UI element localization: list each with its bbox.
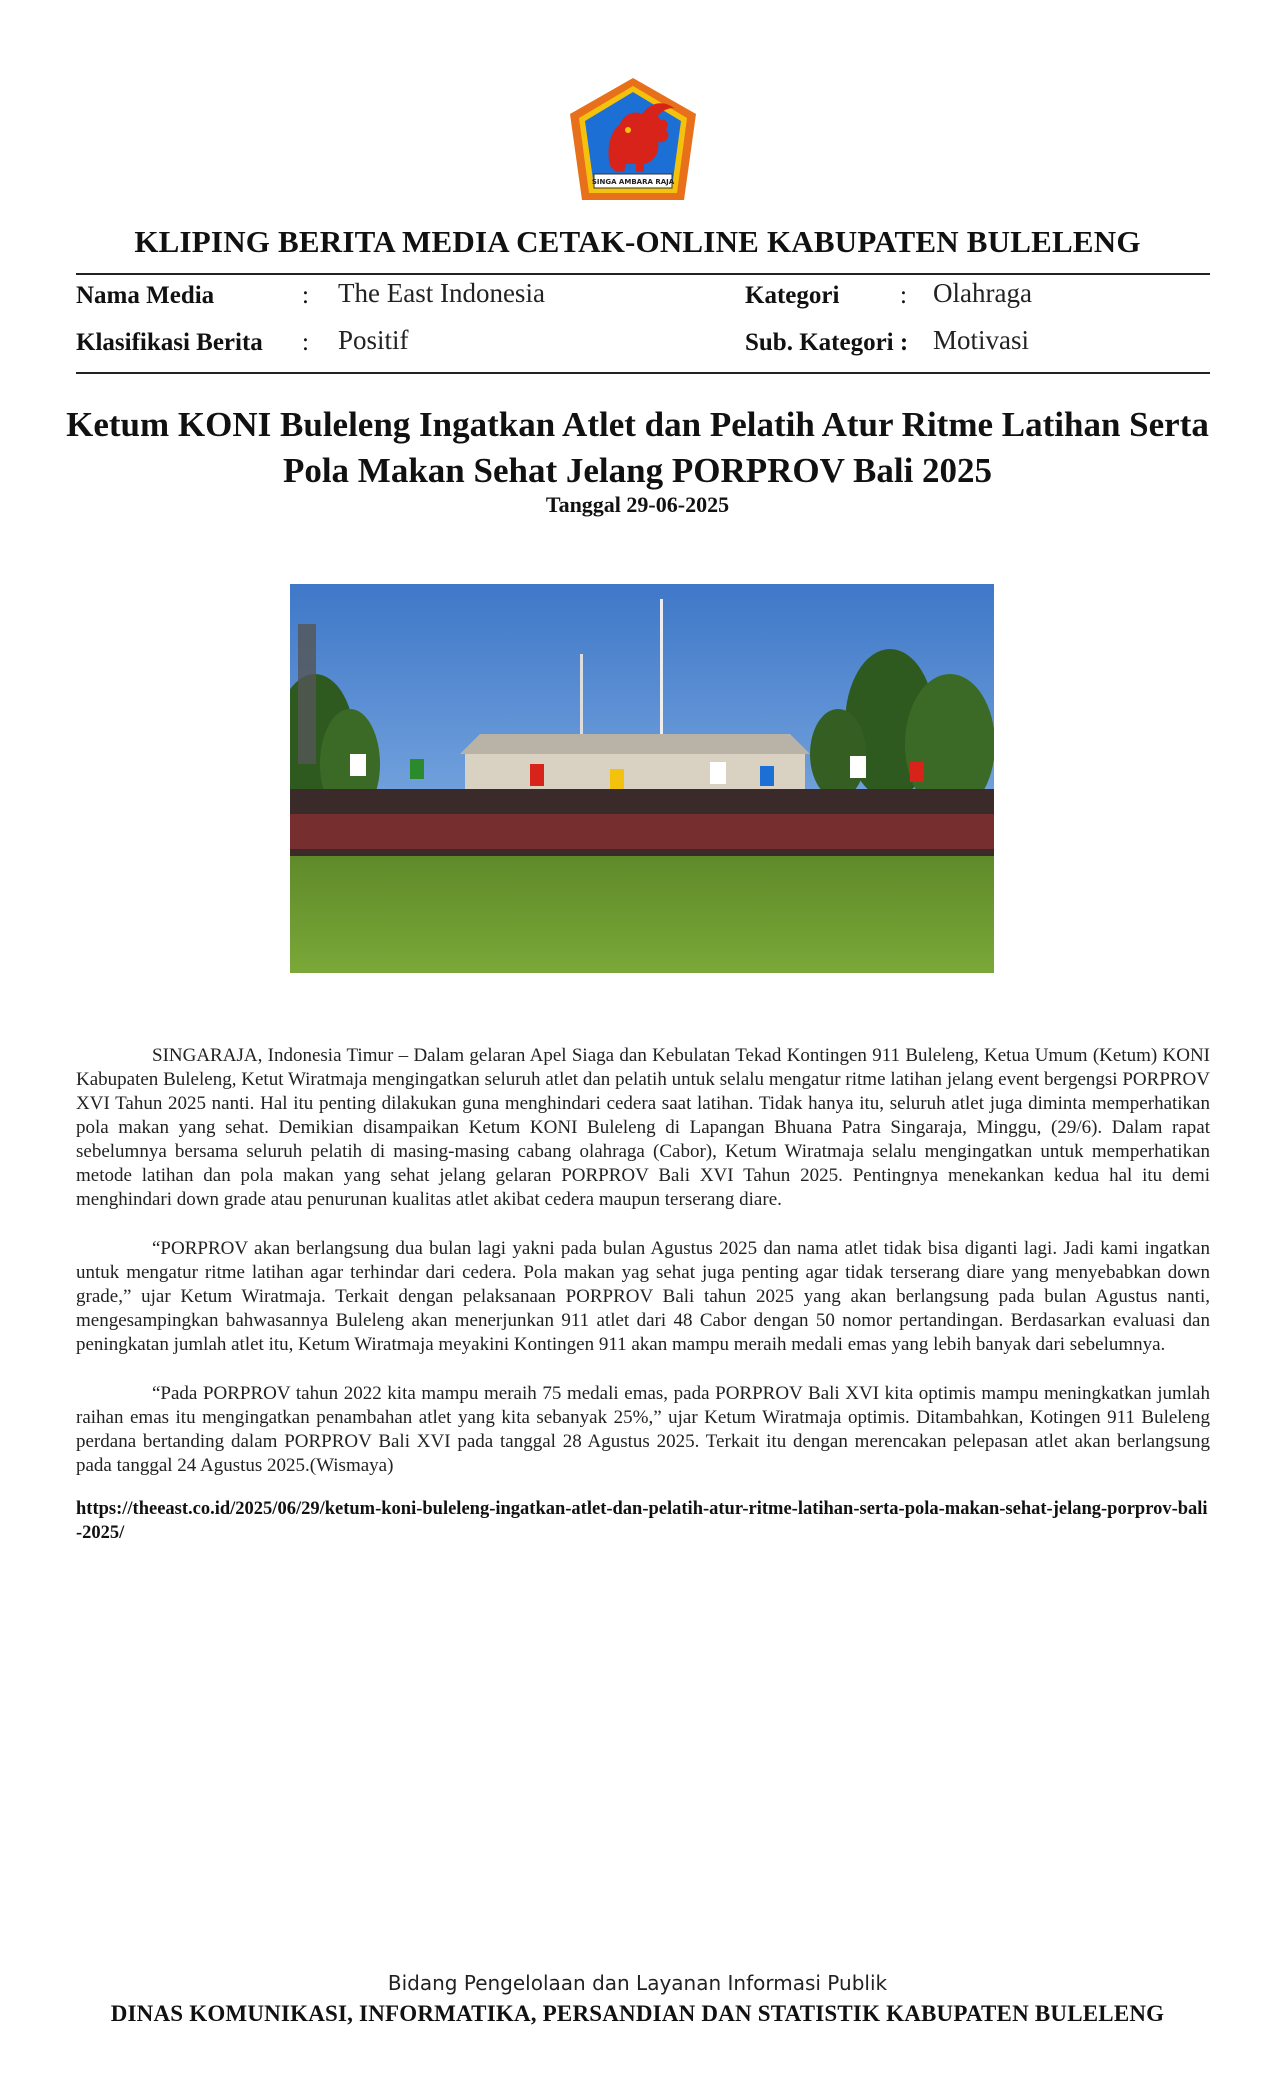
media-name-colon: : (302, 282, 309, 309)
media-name-value: The East Indonesia (338, 278, 545, 308)
header-divider-bottom (76, 372, 1210, 374)
category-label: Kategori (745, 282, 840, 309)
category-colon: : (900, 282, 907, 309)
article-title: Ketum KONI Buleleng Ingatkan Atlet dan Pelatih Atur Ritme Latihan Serta Pola Makan Sehat Jelang PORPROV Bali 2025 (66, 405, 1209, 490)
header-divider-top (76, 273, 1210, 275)
article-paragraph-2: “PORPROV akan berlangsung dua bulan lagi yakni pada bulan Agustus 2025 dan nama atlet tidak bisa diganti lagi. Jadi kami ingatkan untuk mengatur ritme latihan agar terhindar dari cedera. Pola makan yag sehat juga penting agar tidak terserang diare yang menyebabkan down grade,” ujar Ketum Wiratmaja. Terkait dengan pelaksanaan PORPROV Bali tahun 2025 yang akan berlangsung pada bulan Agustus nanti, mengesampingkan bahwasannya Buleleng akan menerjunkan 911 atlet dari 48 Cabor dengan 50 nomor pertandingan. Berdasarkan evaluasi dan peningkatan jumlah atlet itu, Ketum Wiratmaja meyakini Kontingen 911 akan mampu meraih medali emas yang lebih banyak dari sebelumnya. (76, 1238, 1210, 1355)
footer-department: Bidang Pengelolaan dan Layanan Informasi Publik (387, 1971, 888, 1995)
clipping-header-title: KLIPING BERITA MEDIA CETAK-ONLINE KABUPATEN BULELENG (134, 224, 1141, 259)
article-body (76, 1044, 1210, 1570)
category-value: Olahraga (933, 278, 1032, 308)
subcategory-value: Motivasi (933, 325, 1030, 355)
regency-logo (566, 74, 701, 204)
footer-agency: DINAS KOMUNIKASI, INFORMATIKA, PERSANDIAN DAN STATISTIK KABUPATEN BULELENG (110, 2001, 1165, 2026)
svg-text:SINGA AMBARA RAJA: SINGA AMBARA RAJA (591, 178, 675, 186)
media-name-label: Nama Media (76, 282, 215, 309)
classification-label: Klasifikasi Berita (76, 329, 263, 356)
article-paragraph-3: “Pada PORPROV tahun 2022 kita mampu meraih 75 medali emas, pada PORPROV Bali XVI kita optimis mampu meningkatkan jumlah raihan emas itu mengingatkan penambahan atlet yang kita sebanyak 25%,” ujar Ketum Wiratmaja optimis. Ditambahkan, Kotingen 911 Buleleng perdana bertanding dalam PORPROV Bali XVI pada tanggal 28 Agustus 2025. Terkait itu dengan merencakan pelepasan atlet akan berlangsung pada tanggal 24 Agustus 2025.(Wismaya) (76, 1383, 1210, 1476)
article-paragraph-1: SINGARAJA, Indonesia Timur – Dalam gelaran Apel Siaga dan Kebulatan Tekad Kontingen 911 Buleleng, Ketua Umum (Ketum) KONI Kabupaten Buleleng, Ketut Wiratmaja mengingatkan seluruh atlet dan pelatih untuk selalu mengatur ritme latihan jelang event bergengsi PORPROV XVI Tahun 2025 nanti. Hal itu penting dilakukan guna menghindari cedera saat latihan. Tidak hanya itu, seluruh atlet juga diminta memperhatikan pola makan yang sehat. Demikian disampaikan Ketum KONI Buleleng di Lapangan Bhuana Patra Singaraja, Minggu, (29/6). Dalam rapat sebelumnya bersama seluruh pelatih di masing-masing cabang olahraga (Cabor), Ketum Wiratmaja selalu mengingatkan untuk memperhatikan metode latihan dan pola makan yang sehat jelang gelaran PORPROV Bali XVI Tahun 2025. Pentingnya menekankan kedua hal itu demi menghindari down grade atau penurunan kualitas atlet akibat cedera maupun terserang diare. (76, 1045, 1210, 1210)
article-date: Tanggal 29-06-2025 (545, 492, 730, 517)
classification-value: Positif (338, 325, 409, 355)
source-url-link[interactable]: https://theeast.co.id/2025/06/29/ketum-koni-buleleng-ingatkan-atlet-dan-pelatih-atur-ritme-latihan-serta-pola-makan-sehat-jelang-porprov-bali-2025/ (76, 1499, 1208, 1543)
classification-colon: : (302, 329, 309, 356)
singa-ambara-raja-crest-icon (566, 74, 701, 204)
field-ceremony-photo (290, 584, 994, 973)
article-photo (290, 584, 994, 973)
subcategory-label: Sub. Kategori : (745, 329, 909, 356)
